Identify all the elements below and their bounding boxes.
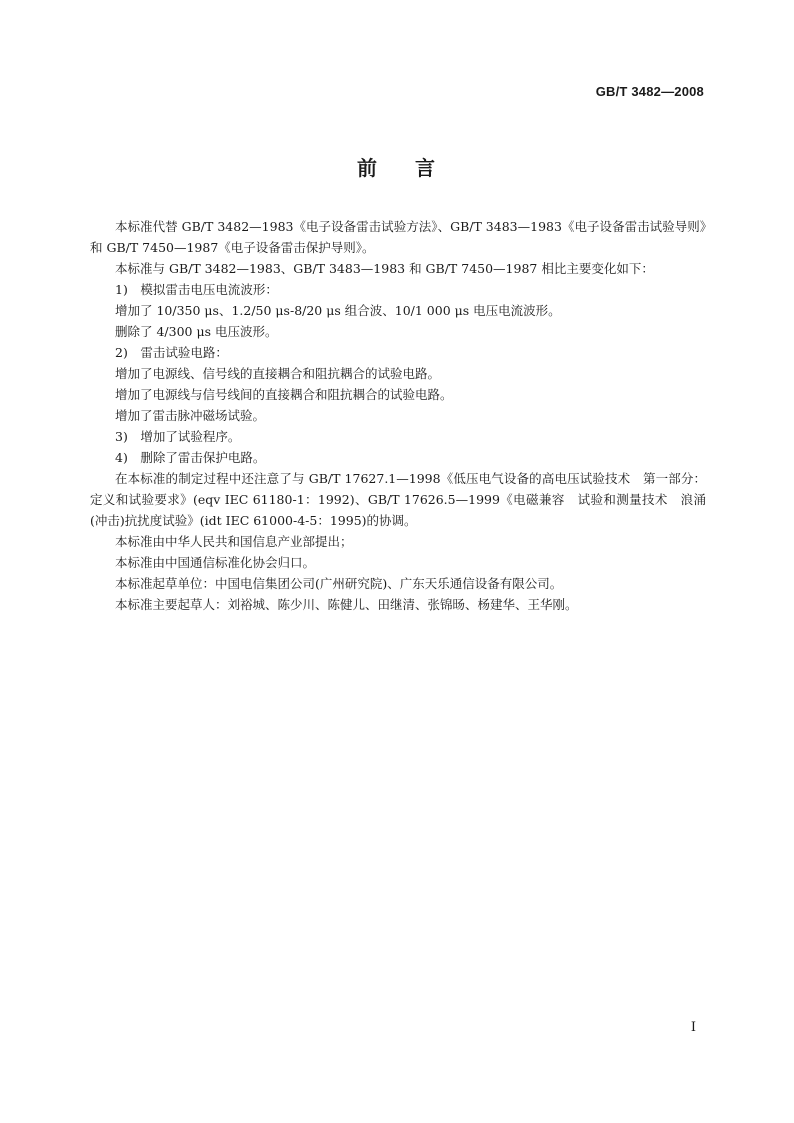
standard-code: GB/T 3482—2008 — [595, 84, 704, 99]
paragraph: 在本标准的制定过程中还注意了与 GB/T 17627.1—1998《低压电气设备的高电压试验技术 第一部分：定义和试验要求》(eqv IEC 61180-1：1992)、GB/T 17626.5—1999《电磁兼容 试验和测量技术 浪涌(冲击)抗扰度试验》(idt IEC 61000-4-5：1995)的协调。 — [90, 471, 706, 528]
paragraph: 4) 删除了雷击保护电路。 — [115, 450, 266, 465]
paragraph: 本标准由中华人民共和国信息产业部提出； — [115, 534, 353, 549]
paragraph: 3) 增加了试验程序。 — [115, 429, 241, 444]
paragraph: 增加了电源线、信号线的直接耦合和阻抗耦合的试验电路。 — [115, 366, 441, 381]
title-char-1: 前 — [357, 156, 379, 180]
paragraph: 2) 雷击试验电路： — [115, 345, 228, 360]
title-char-2: 言 — [415, 156, 437, 180]
page-title — [0, 152, 794, 181]
paragraph: 本标准由中国通信标准化协会归口。 — [115, 555, 316, 570]
paragraph: 增加了雷击脉冲磁场试验。 — [115, 408, 266, 423]
paragraph: 增加了 10/350 μs、1.2/50 μs-8/20 μs 组合波、10/1 000 μs 电压电流波形。 — [115, 303, 561, 318]
paragraph: 本标准起草单位：中国电信集团公司(广州研究院)、广东天乐通信设备有限公司。 — [115, 576, 563, 591]
paragraph: 删除了 4/300 μs 电压波形。 — [115, 324, 278, 339]
page-number: I — [690, 1020, 696, 1035]
paragraph: 本标准主要起草人：刘裕城、陈少川、陈健儿、田继清、张锦旸、杨建华、王华刚。 — [115, 597, 578, 612]
paragraph: 1) 模拟雷击电压电流波形： — [115, 282, 278, 297]
paragraph: 本标准代替 GB/T 3482—1983《电子设备雷击试验方法》、GB/T 3483—1983《电子设备雷击试验导则》和 GB/T 7450—1987《电子设备雷击保护导则》。 — [90, 219, 706, 255]
paragraph: 本标准与 GB/T 3482—1983、GB/T 3483—1983 和 GB/T 7450—1987 相比主要变化如下： — [115, 261, 654, 276]
paragraph: 增加了电源线与信号线间的直接耦合和阻抗耦合的试验电路。 — [115, 387, 453, 402]
foreword-body — [90, 216, 706, 615]
